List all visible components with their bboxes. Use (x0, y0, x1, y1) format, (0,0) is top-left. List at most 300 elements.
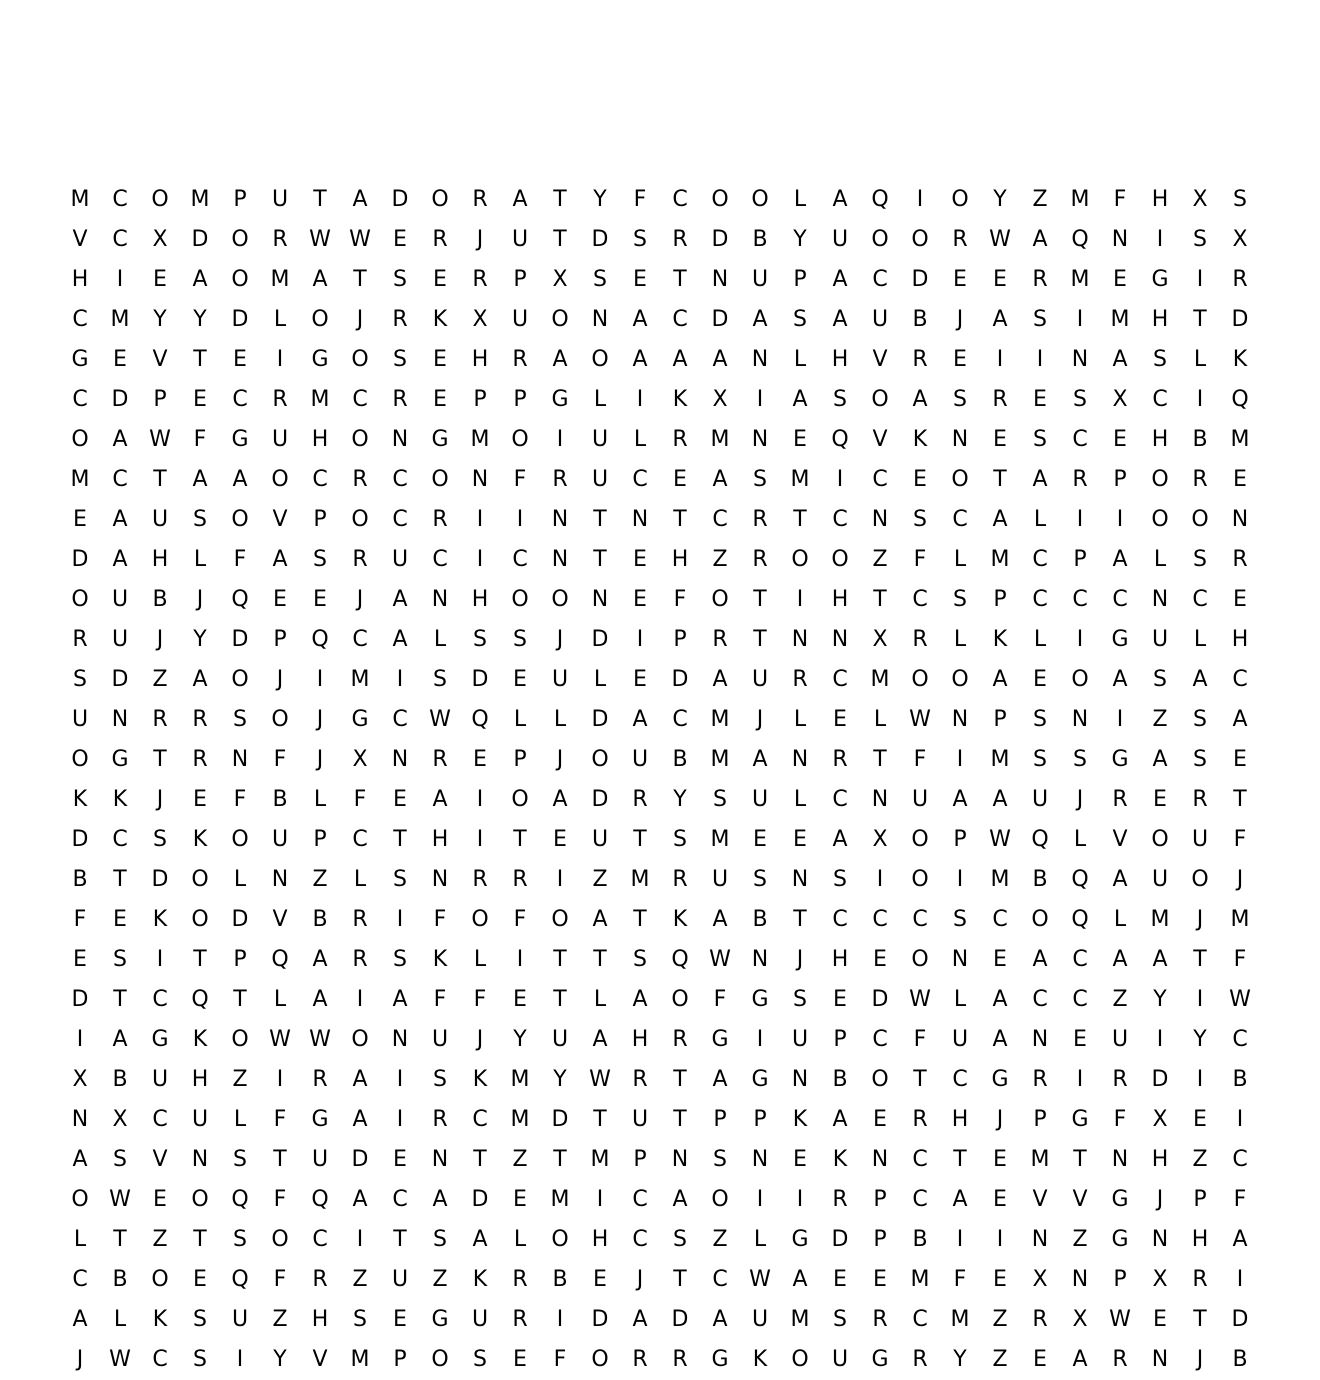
letter-cell[interactable]: N (871, 1147, 889, 1172)
letter-cell[interactable]: Z (352, 1267, 368, 1292)
letter-cell[interactable]: R (512, 867, 528, 892)
letter-cell[interactable]: I (556, 427, 564, 452)
letter-cell[interactable]: S (113, 1147, 127, 1172)
letter-cell[interactable]: D (591, 227, 609, 252)
letter-cell[interactable]: C (832, 667, 848, 692)
letter-cell[interactable]: F (1113, 1107, 1127, 1132)
letter-cell[interactable]: C (1232, 1027, 1248, 1052)
letter-cell[interactable]: C (1072, 587, 1088, 612)
letter-cell[interactable]: O (871, 227, 889, 252)
letter-cell[interactable]: Q (191, 987, 209, 1012)
letter-cell[interactable]: Q (311, 627, 329, 652)
letter-cell[interactable]: S (1193, 707, 1207, 732)
letter-cell[interactable]: A (792, 387, 808, 412)
letter-cell[interactable]: Z (1072, 1227, 1088, 1252)
letter-cell[interactable]: F (633, 187, 647, 212)
letter-cell[interactable]: P (873, 1187, 887, 1212)
letter-cell[interactable]: W (709, 947, 731, 972)
letter-cell[interactable]: R (1232, 267, 1248, 292)
letter-cell[interactable]: U (1191, 827, 1209, 852)
letter-cell[interactable]: I (556, 1307, 564, 1332)
letter-cell[interactable]: B (1232, 1347, 1248, 1372)
letter-cell[interactable]: J (156, 627, 164, 652)
letter-cell[interactable]: C (632, 467, 648, 492)
letter-cell[interactable]: Y (993, 187, 1007, 212)
letter-cell[interactable]: S (1233, 187, 1247, 212)
letter-cell[interactable]: K (192, 1027, 208, 1052)
letter-cell[interactable]: B (1232, 1067, 1248, 1092)
letter-cell[interactable]: F (433, 987, 447, 1012)
letter-cell[interactable]: S (513, 627, 527, 652)
letter-cell[interactable]: R (752, 507, 768, 532)
letter-cell[interactable]: O (431, 187, 449, 212)
letter-cell[interactable]: H (1151, 427, 1169, 452)
letter-cell[interactable]: W (1229, 987, 1251, 1012)
letter-cell[interactable]: W (309, 227, 331, 252)
letter-cell[interactable]: E (833, 707, 847, 732)
letter-cell[interactable]: U (751, 1307, 769, 1332)
letter-cell[interactable]: C (912, 587, 928, 612)
letter-cell[interactable]: E (793, 827, 807, 852)
letter-cell[interactable]: T (873, 587, 887, 612)
letter-cell[interactable]: U (631, 747, 649, 772)
letter-cell[interactable]: M (870, 667, 890, 692)
letter-cell[interactable]: F (953, 1267, 967, 1292)
letter-cell[interactable]: M (1070, 267, 1090, 292)
letter-cell[interactable]: L (1073, 827, 1087, 852)
letter-cell[interactable]: K (432, 307, 448, 332)
letter-cell[interactable]: V (272, 907, 288, 932)
letter-cell[interactable]: P (713, 1107, 727, 1132)
letter-cell[interactable]: K (72, 787, 88, 812)
letter-cell[interactable]: I (836, 467, 844, 492)
letter-cell[interactable]: O (151, 187, 169, 212)
letter-cell[interactable]: U (431, 1027, 449, 1052)
letter-cell[interactable]: R (432, 747, 448, 772)
letter-cell[interactable]: M (990, 747, 1010, 772)
letter-cell[interactable]: L (593, 387, 607, 412)
letter-cell[interactable]: A (112, 507, 128, 532)
letter-cell[interactable]: C (992, 907, 1008, 932)
letter-cell[interactable]: R (952, 227, 968, 252)
letter-cell[interactable]: I (796, 587, 804, 612)
letter-cell[interactable]: A (552, 347, 568, 372)
letter-cell[interactable]: F (513, 907, 527, 932)
letter-cell[interactable]: R (672, 867, 688, 892)
letter-cell[interactable]: B (112, 1067, 128, 1092)
letter-cell[interactable]: U (791, 1027, 809, 1052)
letter-cell[interactable]: O (1071, 667, 1089, 692)
letter-cell[interactable]: G (711, 1027, 729, 1052)
letter-cell[interactable]: S (1193, 227, 1207, 252)
letter-cell[interactable]: N (951, 707, 969, 732)
letter-cell[interactable]: O (191, 867, 209, 892)
letter-cell[interactable]: R (272, 227, 288, 252)
letter-cell[interactable]: L (1193, 627, 1207, 652)
letter-cell[interactable]: E (833, 1267, 847, 1292)
letter-cell[interactable]: S (393, 947, 407, 972)
letter-cell[interactable]: R (1192, 467, 1208, 492)
letter-cell[interactable]: I (276, 1067, 284, 1092)
letter-cell[interactable]: R (912, 1107, 928, 1132)
letter-cell[interactable]: S (1073, 747, 1087, 772)
letter-cell[interactable]: T (593, 507, 607, 532)
letter-cell[interactable]: U (271, 187, 289, 212)
letter-cell[interactable]: U (511, 307, 529, 332)
letter-cell[interactable]: T (553, 1147, 567, 1172)
letter-cell[interactable]: R (472, 867, 488, 892)
letter-cell[interactable]: T (673, 507, 687, 532)
letter-cell[interactable]: O (711, 587, 729, 612)
letter-cell[interactable]: U (231, 1307, 249, 1332)
letter-cell[interactable]: T (633, 827, 647, 852)
letter-cell[interactable]: C (512, 547, 528, 572)
letter-cell[interactable]: U (151, 1067, 169, 1092)
letter-cell[interactable]: O (1031, 907, 1049, 932)
letter-cell[interactable]: O (951, 667, 969, 692)
letter-cell[interactable]: A (1112, 547, 1128, 572)
letter-cell[interactable]: E (1233, 747, 1247, 772)
letter-cell[interactable]: F (713, 987, 727, 1012)
letter-cell[interactable]: I (516, 507, 524, 532)
letter-cell[interactable]: S (1193, 547, 1207, 572)
letter-cell[interactable]: J (316, 707, 324, 732)
letter-cell[interactable]: M (910, 1267, 930, 1292)
letter-cell[interactable]: C (1072, 427, 1088, 452)
letter-cell[interactable]: D (671, 1307, 689, 1332)
letter-cell[interactable]: R (432, 507, 448, 532)
letter-cell[interactable]: Z (272, 1307, 288, 1332)
letter-cell[interactable]: P (1113, 467, 1127, 492)
letter-cell[interactable]: A (72, 1147, 88, 1172)
letter-cell[interactable]: M (710, 827, 730, 852)
letter-cell[interactable]: R (632, 787, 648, 812)
letter-cell[interactable]: S (1033, 747, 1047, 772)
letter-cell[interactable]: E (313, 587, 327, 612)
letter-cell[interactable]: U (551, 1027, 569, 1052)
letter-cell[interactable]: A (112, 1027, 128, 1052)
letter-cell[interactable]: D (71, 987, 89, 1012)
letter-cell[interactable]: O (951, 467, 969, 492)
letter-cell[interactable]: P (233, 187, 247, 212)
letter-cell[interactable]: Q (1071, 227, 1089, 252)
letter-cell[interactable]: L (1113, 907, 1127, 932)
letter-cell[interactable]: E (553, 827, 567, 852)
letter-cell[interactable]: V (872, 427, 888, 452)
letter-cell[interactable]: T (393, 827, 407, 852)
letter-cell[interactable]: P (393, 1347, 407, 1372)
letter-cell[interactable]: T (1193, 1307, 1207, 1332)
letter-cell[interactable]: W (989, 827, 1011, 852)
letter-cell[interactable]: S (953, 907, 967, 932)
letter-cell[interactable]: R (632, 1067, 648, 1092)
letter-cell[interactable]: T (793, 507, 807, 532)
letter-cell[interactable]: R (1112, 787, 1128, 812)
letter-cell[interactable]: S (753, 867, 767, 892)
letter-cell[interactable]: O (671, 987, 689, 1012)
letter-cell[interactable]: O (191, 907, 209, 932)
letter-cell[interactable]: C (112, 467, 128, 492)
letter-cell[interactable]: R (912, 1347, 928, 1372)
letter-cell[interactable]: M (950, 1307, 970, 1332)
letter-cell[interactable]: A (992, 507, 1008, 532)
letter-cell[interactable]: A (592, 907, 608, 932)
letter-cell[interactable]: N (791, 747, 809, 772)
letter-cell[interactable]: O (471, 907, 489, 932)
letter-cell[interactable]: I (476, 827, 484, 852)
letter-cell[interactable]: S (1153, 667, 1167, 692)
letter-cell[interactable]: O (591, 1347, 609, 1372)
letter-cell[interactable]: E (1193, 1107, 1207, 1132)
letter-cell[interactable]: S (1073, 387, 1087, 412)
letter-cell[interactable]: M (1230, 427, 1250, 452)
letter-cell[interactable]: L (593, 987, 607, 1012)
letter-cell[interactable]: T (913, 1067, 927, 1092)
letter-cell[interactable]: I (476, 507, 484, 532)
letter-cell[interactable]: R (872, 1307, 888, 1332)
letter-cell[interactable]: J (1236, 867, 1244, 892)
letter-cell[interactable]: B (752, 227, 768, 252)
letter-cell[interactable]: Z (872, 547, 888, 572)
letter-cell[interactable]: R (432, 1107, 448, 1132)
letter-cell[interactable]: Z (592, 867, 608, 892)
letter-cell[interactable]: P (993, 707, 1007, 732)
letter-cell[interactable]: J (76, 1347, 84, 1372)
letter-cell[interactable]: O (911, 947, 929, 972)
letter-cell[interactable]: C (352, 827, 368, 852)
letter-cell[interactable]: C (312, 1227, 328, 1252)
letter-cell[interactable]: L (1033, 627, 1047, 652)
letter-cell[interactable]: B (912, 307, 928, 332)
letter-cell[interactable]: N (1111, 227, 1129, 252)
letter-cell[interactable]: E (1153, 787, 1167, 812)
letter-cell[interactable]: A (1112, 947, 1128, 972)
letter-cell[interactable]: I (1116, 507, 1124, 532)
letter-cell[interactable]: S (393, 347, 407, 372)
letter-cell[interactable]: N (1071, 707, 1089, 732)
letter-cell[interactable]: B (152, 587, 168, 612)
letter-cell[interactable]: C (1232, 667, 1248, 692)
letter-cell[interactable]: L (1193, 347, 1207, 372)
letter-cell[interactable]: M (790, 1307, 810, 1332)
letter-cell[interactable]: H (311, 1307, 329, 1332)
letter-cell[interactable]: R (352, 947, 368, 972)
letter-cell[interactable]: D (391, 187, 409, 212)
letter-cell[interactable]: Z (232, 1067, 248, 1092)
letter-cell[interactable]: N (551, 507, 569, 532)
letter-cell[interactable]: T (553, 227, 567, 252)
letter-cell[interactable]: D (1231, 1307, 1249, 1332)
letter-cell[interactable]: E (433, 387, 447, 412)
letter-cell[interactable]: J (156, 787, 164, 812)
letter-cell[interactable]: I (636, 387, 644, 412)
letter-cell[interactable]: P (153, 387, 167, 412)
letter-cell[interactable]: I (756, 387, 764, 412)
letter-cell[interactable]: T (753, 627, 767, 652)
letter-cell[interactable]: F (273, 1107, 287, 1132)
letter-cell[interactable]: W (989, 227, 1011, 252)
letter-cell[interactable]: R (392, 307, 408, 332)
letter-cell[interactable]: H (671, 547, 689, 572)
letter-cell[interactable]: B (72, 867, 88, 892)
letter-cell[interactable]: C (312, 467, 328, 492)
letter-cell[interactable]: O (351, 1027, 369, 1052)
letter-cell[interactable]: I (356, 1227, 364, 1252)
letter-cell[interactable]: P (1193, 1187, 1207, 1212)
letter-cell[interactable]: A (632, 987, 648, 1012)
letter-cell[interactable]: R (472, 267, 488, 292)
letter-cell[interactable]: Y (1193, 1027, 1207, 1052)
letter-cell[interactable]: X (1152, 1267, 1168, 1292)
letter-cell[interactable]: C (872, 467, 888, 492)
letter-cell[interactable]: C (872, 267, 888, 292)
letter-cell[interactable]: N (191, 1147, 209, 1172)
letter-cell[interactable]: J (196, 587, 204, 612)
letter-cell[interactable]: N (1111, 1147, 1129, 1172)
letter-cell[interactable]: G (551, 387, 569, 412)
letter-cell[interactable]: C (352, 387, 368, 412)
letter-cell[interactable]: D (71, 547, 89, 572)
letter-cell[interactable]: X (1152, 1107, 1168, 1132)
letter-cell[interactable]: J (1196, 1347, 1204, 1372)
letter-cell[interactable]: E (633, 667, 647, 692)
letter-cell[interactable]: R (672, 427, 688, 452)
letter-cell[interactable]: Z (312, 867, 328, 892)
letter-cell[interactable]: Q (1031, 827, 1049, 852)
letter-cell[interactable]: M (70, 187, 90, 212)
letter-cell[interactable]: R (632, 1347, 648, 1372)
letter-cell[interactable]: U (831, 227, 849, 252)
letter-cell[interactable]: R (1032, 1307, 1048, 1332)
letter-cell[interactable]: R (552, 467, 568, 492)
letter-cell[interactable]: L (953, 547, 967, 572)
letter-cell[interactable]: O (1151, 507, 1169, 532)
letter-cell[interactable]: J (276, 667, 284, 692)
letter-cell[interactable]: C (632, 1187, 648, 1212)
letter-cell[interactable]: M (350, 667, 370, 692)
letter-cell[interactable]: R (72, 627, 88, 652)
letter-cell[interactable]: O (311, 307, 329, 332)
letter-cell[interactable]: T (113, 1227, 127, 1252)
letter-cell[interactable]: O (231, 507, 249, 532)
letter-cell[interactable]: V (152, 347, 168, 372)
letter-cell[interactable]: D (711, 307, 729, 332)
letter-cell[interactable]: A (1112, 347, 1128, 372)
letter-cell[interactable]: R (352, 467, 368, 492)
letter-cell[interactable]: G (431, 427, 449, 452)
letter-cell[interactable]: D (231, 307, 249, 332)
letter-cell[interactable]: G (991, 1067, 1009, 1092)
letter-cell[interactable]: M (1230, 907, 1250, 932)
letter-cell[interactable]: Q (471, 707, 489, 732)
letter-cell[interactable]: O (231, 267, 249, 292)
letter-cell[interactable]: A (992, 307, 1008, 332)
letter-cell[interactable]: S (793, 987, 807, 1012)
letter-cell[interactable]: L (953, 987, 967, 1012)
letter-cell[interactable]: C (672, 307, 688, 332)
letter-cell[interactable]: R (792, 667, 808, 692)
letter-cell[interactable]: Q (231, 587, 249, 612)
letter-cell[interactable]: I (996, 1227, 1004, 1252)
letter-cell[interactable]: O (711, 187, 729, 212)
letter-cell[interactable]: A (992, 1027, 1008, 1052)
letter-cell[interactable]: H (1151, 187, 1169, 212)
letter-cell[interactable]: T (153, 747, 167, 772)
letter-cell[interactable]: K (472, 1267, 488, 1292)
letter-cell[interactable]: I (276, 347, 284, 372)
letter-cell[interactable]: K (792, 1107, 808, 1132)
letter-cell[interactable]: E (433, 267, 447, 292)
letter-cell[interactable]: T (753, 587, 767, 612)
letter-cell[interactable]: E (1113, 267, 1127, 292)
letter-cell[interactable]: C (1032, 547, 1048, 572)
letter-cell[interactable]: A (632, 1307, 648, 1332)
letter-cell[interactable]: S (433, 1227, 447, 1252)
letter-cell[interactable]: E (393, 227, 407, 252)
letter-cell[interactable]: O (1191, 507, 1209, 532)
letter-cell[interactable]: E (1033, 667, 1047, 692)
letter-cell[interactable]: X (552, 267, 568, 292)
letter-cell[interactable]: R (672, 1347, 688, 1372)
letter-cell[interactable]: T (1233, 787, 1247, 812)
letter-cell[interactable]: U (71, 707, 89, 732)
letter-cell[interactable]: U (751, 267, 769, 292)
letter-cell[interactable]: F (273, 1267, 287, 1292)
letter-cell[interactable]: N (791, 627, 809, 652)
letter-cell[interactable]: E (1153, 1307, 1167, 1332)
letter-cell[interactable]: E (113, 907, 127, 932)
letter-cell[interactable]: P (513, 747, 527, 772)
letter-cell[interactable]: C (112, 827, 128, 852)
letter-cell[interactable]: J (1156, 1187, 1164, 1212)
letter-cell[interactable]: I (556, 867, 564, 892)
letter-cell[interactable]: R (1232, 547, 1248, 572)
letter-cell[interactable]: E (273, 587, 287, 612)
letter-cell[interactable]: C (912, 1147, 928, 1172)
letter-cell[interactable]: Q (831, 427, 849, 452)
letter-cell[interactable]: M (1030, 1147, 1050, 1172)
letter-cell[interactable]: O (551, 907, 569, 932)
letter-cell[interactable]: U (111, 587, 129, 612)
letter-cell[interactable]: I (1196, 987, 1204, 1012)
letter-cell[interactable]: A (712, 1067, 728, 1092)
letter-cell[interactable]: U (1111, 1027, 1129, 1052)
letter-cell[interactable]: E (633, 267, 647, 292)
letter-cell[interactable]: F (193, 427, 207, 452)
letter-cell[interactable]: R (672, 227, 688, 252)
letter-cell[interactable]: O (71, 427, 89, 452)
letter-cell[interactable]: K (152, 1307, 168, 1332)
letter-cell[interactable]: N (1231, 507, 1249, 532)
letter-cell[interactable]: N (831, 627, 849, 652)
letter-cell[interactable]: A (952, 1187, 968, 1212)
letter-cell[interactable]: A (352, 1067, 368, 1092)
letter-cell[interactable]: R (832, 1187, 848, 1212)
letter-cell[interactable]: H (151, 547, 169, 572)
letter-cell[interactable]: T (273, 1147, 287, 1172)
letter-cell[interactable]: S (73, 667, 87, 692)
letter-cell[interactable]: G (151, 1027, 169, 1052)
letter-cell[interactable]: M (790, 467, 810, 492)
letter-cell[interactable]: T (353, 267, 367, 292)
letter-cell[interactable]: H (1231, 627, 1249, 652)
letter-cell[interactable]: H (311, 427, 329, 452)
letter-cell[interactable]: O (351, 427, 369, 452)
letter-cell[interactable]: D (711, 227, 729, 252)
letter-cell[interactable]: B (112, 1267, 128, 1292)
letter-cell[interactable]: F (1233, 947, 1247, 972)
letter-cell[interactable]: X (1032, 1267, 1048, 1292)
